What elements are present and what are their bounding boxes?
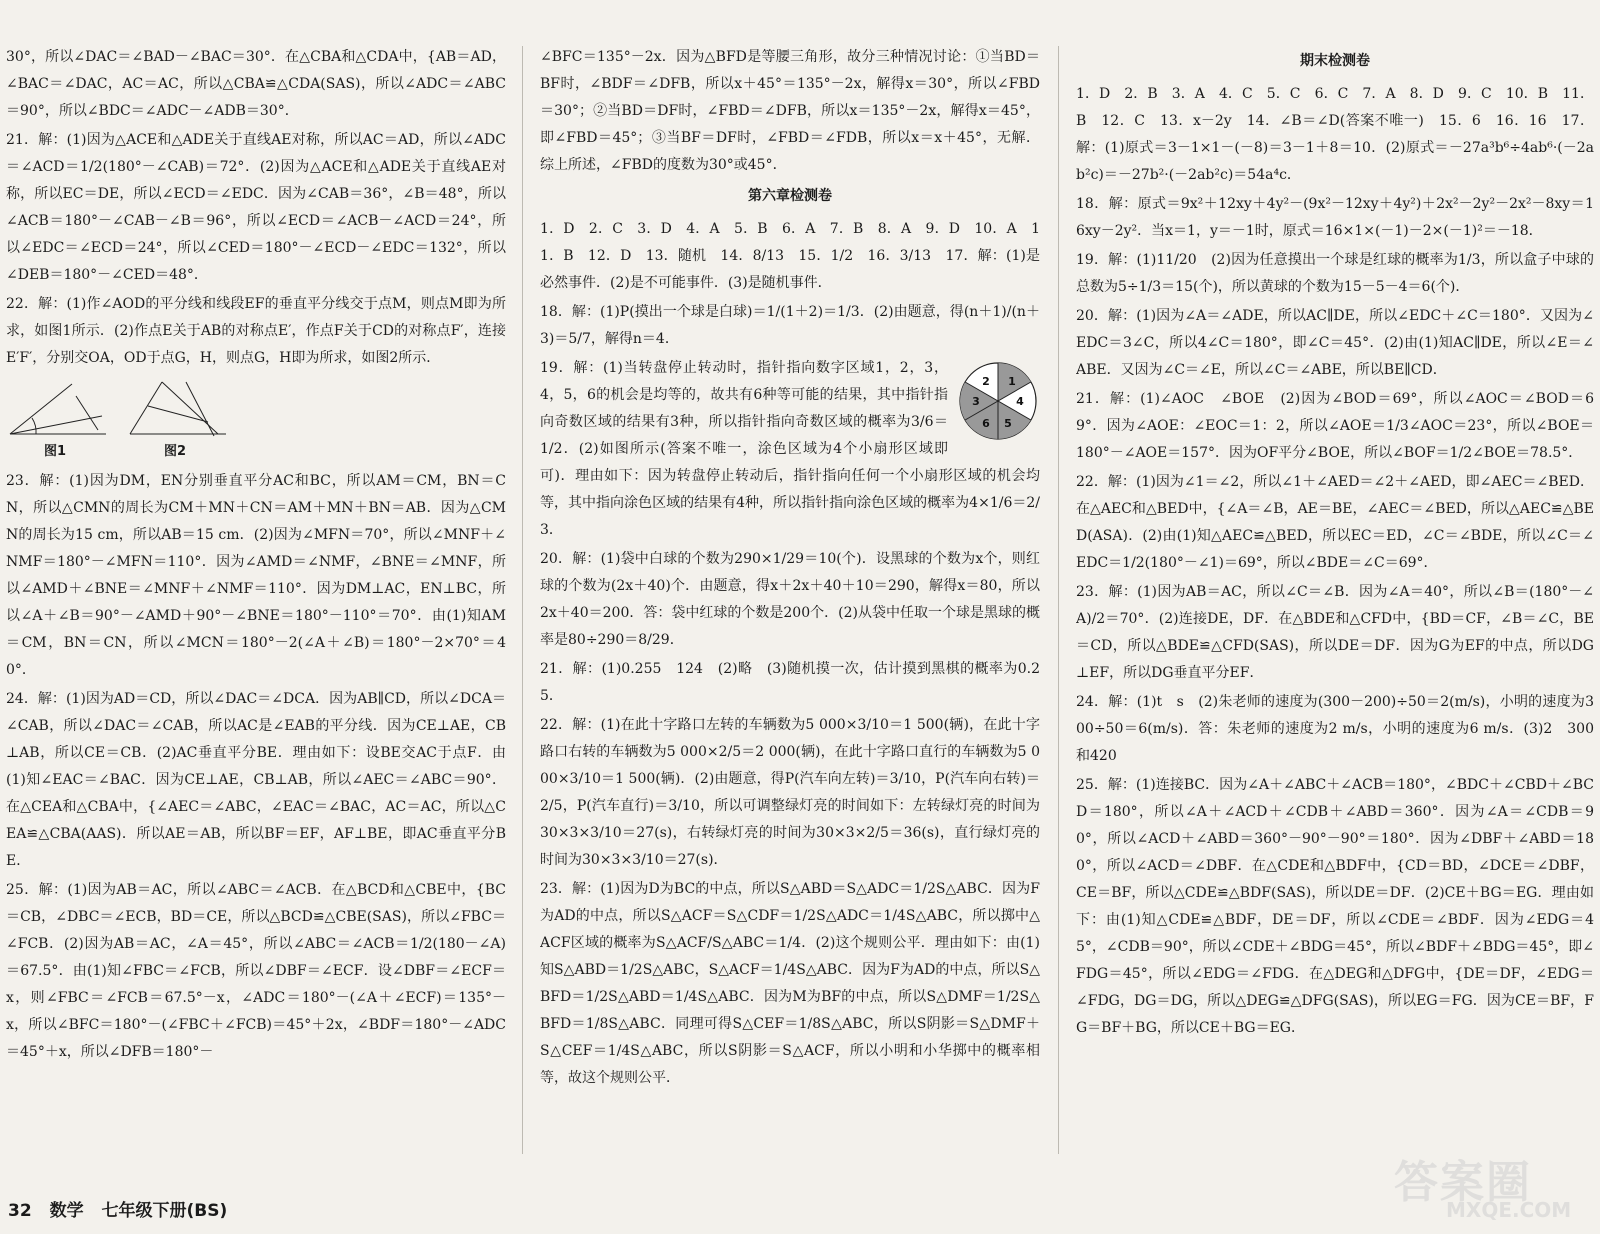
section-title-chapter6: 第六章检测卷 — [748, 188, 832, 204]
final-answer-19: 19．解：(1)11/20 (2)因为任意摸出一个球是红球的概率为1/3，所以盒子中球的总数为5÷1/3＝15(个)，所以黄球的个数为15－5－4＝6(个)． — [1076, 252, 1594, 295]
spinner-number: 5 — [1004, 417, 1012, 430]
spinner-number: 3 — [972, 395, 980, 408]
answer-column-middle — [540, 44, 1040, 1194]
section-title-final-exam: 期末检测卷 — [1300, 53, 1370, 69]
spinner-number: 6 — [982, 417, 990, 430]
figure-2-diagram — [126, 378, 236, 440]
page-number: 32 — [8, 1201, 32, 1221]
figure-1-diagram — [6, 378, 116, 440]
answer-23: 23．解：(1)因为DM，EN分别垂直平分AC和BC，所以AM＝CM，BN＝CN，所以△CMN的周长为CM＋MN＋CN＝AM＋MN＋BN＝AB．因为△CMN的周长为15 cm，所以AB＝15 cm．(2)因为∠MFN＝70°，所以∠MNF＋∠NMF＝180°－∠MFN＝110°．因为∠AMD＝∠NMF，∠BNE＝∠MNF，所以∠AMD＋∠BNE＝∠MNF＋∠NMF＝110°．因为DM⊥AC，EN⊥BC，所以∠A＋∠B＝90°－∠AMD＋90°－∠BNE＝180°－110°＝70°．由(1)知AM＝CM，BN＝CN，所以∠MCN＝180°－2(∠A＋∠B)＝180°－2×70°＝40°． — [6, 473, 506, 678]
spinner-figure — [956, 359, 1040, 443]
answer-25-tail: ∠BFC＝135°－2x．因为△BFD是等腰三角形，故分三种情况讨论：①当BD＝BF时，∠BDF＝∠DFB，所以x＋45°＝135°－2x，解得x＝30°，所以∠FBD＝30°；②当BD＝DF时，∠FBD＝∠DFB，所以x＝135°－2x，解得x＝45°，即∠FBD＝45°；③当BF＝DF时，∠FBD＝∠FDB，所以x＝x＋45°，无解．综上所述，∠FBD的度数为30°或45°． — [540, 49, 1040, 173]
chapter6-answer-19: 19．解：(1)当转盘停止转动时，指针指向数字区域1，2，3，4，5，6的机会是均等的，故共有6种等可能的结果，其中指针指向奇数区域的结果有3种，所以指针指向奇数区域的概率为3/6＝1/2．(2)如图所示(答案不唯一，涂色区域为4个小扇形区域即可)．理由如下：因为转盘停止转动后，指针指向任何一个小扇形区域的机会均等，其中指向涂色区域的结果有4种，所以指针指向涂色区域的概率为4×1/6＝2/3． — [540, 360, 1040, 538]
answer-column-right — [1076, 44, 1594, 1194]
column-divider — [522, 46, 523, 1154]
column-divider — [1058, 46, 1059, 1154]
construction-figures — [6, 378, 506, 466]
spinner-number: 4 — [1016, 395, 1024, 408]
figure-1-label: 图1 — [44, 444, 67, 459]
chapter6-answer-23: 23．解：(1)因为D为BC的中点，所以S△ABD＝S△ADC＝1/2S△ABC．因为F为AD的中点，所以S△ACF＝S△CDF＝1/2S△ADC＝1/4S△ABC，所以掷中△ACF区域的概率为S△ACF/S△ABC＝1/4．(2)这个规则公平．理由如下：由(1)知S△ABD＝1/2S△ABC，S△ACF＝1/4S△ABC．因为F为AD的中点，所以S△BFD＝1/2S△ABD＝1/4S△ABC．因为M为BF的中点，所以S△DMF＝1/2S△BFD＝1/8S△ABC．同理可得S△CEF＝1/8S△ABC，所以S阴影＝S△DMF＋S△CEF＝1/4S△ABC，所以S阴影＝S△ACF，所以小明和小华掷中的概率相等，故这个规则公平． — [540, 881, 1040, 1086]
answer-24: 24．解：(1)因为AD＝CD，所以∠DAC＝∠DCA．因为AB∥CD，所以∠DCA＝∠CAB，所以∠DAC＝∠CAB，所以AC是∠EAB的平分线．因为CE⊥AE，CB⊥AB，所以CE＝CB．(2)AC垂直平分BE．理由如下：设BE交AC于点F．由(1)知∠EAC＝∠BAC．因为CE⊥AE，CB⊥AB，所以∠AEC＝∠ABC＝90°．在△CEA和△CBA中，{∠AEC＝∠ABC，∠EAC＝∠BAC，AC＝AC，所以△CEA≌△CBA(AAS)．所以AE＝AB，所以BF＝EF，AF⊥BE，即AC垂直平分BE． — [6, 691, 506, 869]
page-footer — [8, 1196, 239, 1221]
answer-21: 21．解：(1)因为△ACE和△ADE关于直线AE对称，所以AC＝AD，所以∠ADC＝∠ACD＝1/2(180°－∠CAB)＝72°．(2)因为△ACE和△ADE关于直线AE对称，所以EC＝DE，所以∠ECD＝∠EDC．因为∠CAB＝36°，∠B＝48°，所以∠ACB＝180°－∠CAB－∠B＝96°，所以∠ECD＝∠ACB－∠ACD＝24°，所以∠EDC＝∠ECD＝24°，所以∠CED＝180°－∠ECD－∠EDC＝132°，所以∠DEB＝180°－∠CED＝48°． — [6, 132, 506, 283]
watermark-text: 答案圈 — [1394, 1157, 1532, 1208]
grade-label: 七年级下册(BS) — [101, 1201, 228, 1221]
spinner-diagram — [956, 359, 1040, 443]
final-answer-23: 23．解：(1)因为AB＝AC，所以∠C＝∠B．因为∠A＝40°，所以∠B＝(180°－∠A)/2＝70°．(2)连接DE，DF．在△BDE和△CFD中，{BD＝CF，∠B＝∠C，BE＝CD，所以△BDE≌△CFD(SAS)，所以DE＝DF．因为G为EF的中点，所以DG⊥EF，所以DG垂直平分EF． — [1076, 584, 1594, 681]
answer-25-part: 25．解：(1)因为AB＝AC，所以∠ABC＝∠ACB．在△BCD和△CBE中，{BC＝CB，∠DBC＝∠ECB，BD＝CE，所以△BCD≌△CBE(SAS)，所以∠FBC＝∠FCB．(2)因为AB＝AC，∠A＝45°，所以∠ABC＝∠ACB＝1/2(180－∠A)＝67.5°．由(1)知∠FBC＝∠FCB，所以∠DBF＝∠ECF．设∠DBF＝∠ECF＝x，则∠FBC＝∠FCB＝67.5°－x，∠ADC＝180°－(∠A＋∠ECF)＝135°－x，所以∠BFC＝180°－(∠FBC＋∠FCB)＝45°＋2x，∠BDF＝180°－∠ADC＝45°＋x，所以∠DFB＝180°－ — [6, 882, 506, 1060]
spinner-number: 2 — [982, 375, 990, 388]
chapter6-answer-20: 20．解：(1)袋中白球的个数为290×1/29＝10(个)．设黑球的个数为x个，则红球的个数为(2x＋40)个．由题意，得x＋2x＋40＋10＝290，解得x＝80，所以2x＋40＝200．答：袋中红球的个数是200个．(2)从袋中任取一个球是黑球的概率是80÷290＝8/29． — [540, 551, 1040, 648]
subject-label: 数学 — [49, 1201, 84, 1221]
answer-20-tail: 30°，所以∠DAC＝∠BAD－∠BAC＝30°．在△CBA和△CDA中，{AB＝AD，∠BAC＝∠DAC，AC＝AC，所以△CBA≌△CDA(SAS)，所以∠ADC＝∠ABC＝90°，所以∠BDC＝∠ADC－∠ADB＝30°． — [6, 49, 506, 119]
final-answer-24: 24．解：(1)t s (2)朱老师的速度为(300－200)÷50＝2(m/s)，小明的速度为300÷50＝6(m/s)．答：朱老师的速度为2 m/s，小明的速度为6 m/s．(3)2 300和420 — [1076, 694, 1594, 764]
final-answer-25: 25．解：(1)连接BC．因为∠A＋∠ABC＋∠ACB＝180°，∠BDC＋∠CBD＋∠BCD＝180°，所以∠A＋∠ACD＋∠CDB＋∠ABD＝360°．因为∠A＝∠CDB＝90°，所以∠ACD＋∠ABD＝360°－90°－90°＝180°．因为∠DBF＋∠ABD＝180°，所以∠ACD＝∠DBF．在△CDE和△BDF中，{CD＝BD，∠DCE＝∠DBF，CE＝BF，所以△CDE≌△BDF(SAS)，所以DE＝DF．(2)CE＋BG＝EG．理由如下：由(1)知△CDE≌△BDF，DE＝DF，所以∠CDE＝∠BDF．因为∠EDG＝45°，∠CDB＝90°，所以∠CDE＋∠BDG＝45°，所以∠BDF＋∠BDG＝45°，即∠FDG＝45°，所以∠EDG＝∠FDG．在△DEG和△DFG中，{DE＝DF，∠EDG＝∠FDG，DG＝DG，所以△DEG≌△DFG(SAS)，所以EG＝FG．因为CE＝BF，FG＝BF＋BG，所以CE＋BG＝EG． — [1076, 777, 1594, 1036]
final-answer-22: 22．解：(1)因为∠1＝∠2，所以∠1＋∠AED＝∠2＋∠AED，即∠AEC＝∠BED．在△AEC和△BED中，{∠A＝∠B，AE＝BE，∠AEC＝∠BED，所以△AEC≌△BED(ASA)．(2)由(1)知△AEC≌△BED，所以EC＝ED，∠C＝∠BDE，所以∠C＝∠EDC＝1/2(180°－∠1)＝69°，所以∠BDE＝∠C＝69°． — [1076, 474, 1594, 571]
chapter6-answer-21: 21．解：(1)0.255 124 (2)略 (3)随机摸一次，估计摸到黑棋的概率为0.25． — [540, 661, 1040, 704]
watermark-url: MXQE.COM — [1446, 1198, 1572, 1222]
chapter6-answer-22: 22．解：(1)在此十字路口左转的车辆数为5 000×3/10＝1 500(辆)，在此十字路口右转的车辆数为5 000×2/5＝2 000(辆)，在此十字路口直行的车辆数为5 000×3/10＝1 500(辆)．(2)由题意，得P(汽车向左转)＝3/10，P(汽车向右转)＝2/5，P(汽车直行)＝3/10，所以可调整绿灯亮的时间如下：左转绿灯亮的时间为30×3×3/10＝27(s)，右转绿灯亮的时间为30×3×2/5＝36(s)，直行绿灯亮的时间为30×3×3/10＝27(s)． — [540, 717, 1040, 868]
chapter6-answer-18: 18．解：(1)P(摸出一个球是白球)＝1/(1＋2)＝1/3．(2)由题意，得(n＋1)/(n＋3)＝5/7，解得n＝4． — [540, 304, 1040, 347]
watermark-logo — [1390, 1146, 1590, 1226]
answer-22: 22．解：(1)作∠AOD的平分线和线段EF的垂直平分线交于点M，则点M即为所求，如图1所示．(2)作点E关于AB的对称点E′，作点F关于CD的对称点F′，连接E′F′，分别交OA，OD于点G，H，则点G，H即为所求，如图2所示． — [6, 296, 506, 366]
figure-2-label: 图2 — [164, 444, 187, 459]
final-answer-18: 18．解：原式＝9x²＋12xy＋4y²－(9x²－12xy＋4y²)＋2x²－2y²－2x²－8xy＝16xy－2y²．当x＝1，y＝－1时，原式＝16×1×(－1)－2×(－1)²＝－18． — [1076, 196, 1594, 239]
chapter6-choices-and-17: 1．D 2．C 3．D 4．A 5．B 6．A 7．B 8．A 9．D 10．A 11．B 12．D 13．随机 14．8/13 15．1/2 16．3/13 17．解：(1)是必然事件．(2)是不可能事件．(3)是随机事件． — [540, 221, 1040, 291]
spinner-number: 1 — [1008, 375, 1016, 388]
final-choices-and-17: 1．D 2．B 3．A 4．C 5．C 6．C 7．A 8．D 9．C 10．B 11．B 12．C 13．x－2y 14．∠B＝∠D(答案不唯一) 15．6 16．16 17．解：(1)原式＝3－1×1－(－8)＝3－1＋8＝10．(2)原式＝－27a³b⁶÷4ab⁶·(－2ab²c)＝－27b²·(－2ab²c)＝54a⁴c． — [1076, 86, 1594, 183]
answer-column-left — [6, 44, 506, 1194]
final-answer-21: 21．解：(1)∠AOC ∠BOE (2)因为∠BOD＝69°，所以∠AOC＝∠BOD＝69°．因为∠AOE：∠EOC＝1：2，所以∠AOE＝1/3∠AOC＝23°，所以∠BOE＝180°－∠AOE＝157°．因为OF平分∠BOE，所以∠BOF＝1/2∠BOE＝78.5°． — [1076, 391, 1594, 461]
final-answer-20: 20．解：(1)因为∠A＝∠ADE，所以AC∥DE，所以∠EDC＋∠C＝180°．又因为∠EDC＝3∠C，所以4∠C＝180°，即∠C＝45°．(2)由(1)知AC∥DE，所以∠E＝∠ABE．又因为∠C＝∠E，所以∠C＝∠ABE，所以BE∥CD． — [1076, 308, 1594, 378]
